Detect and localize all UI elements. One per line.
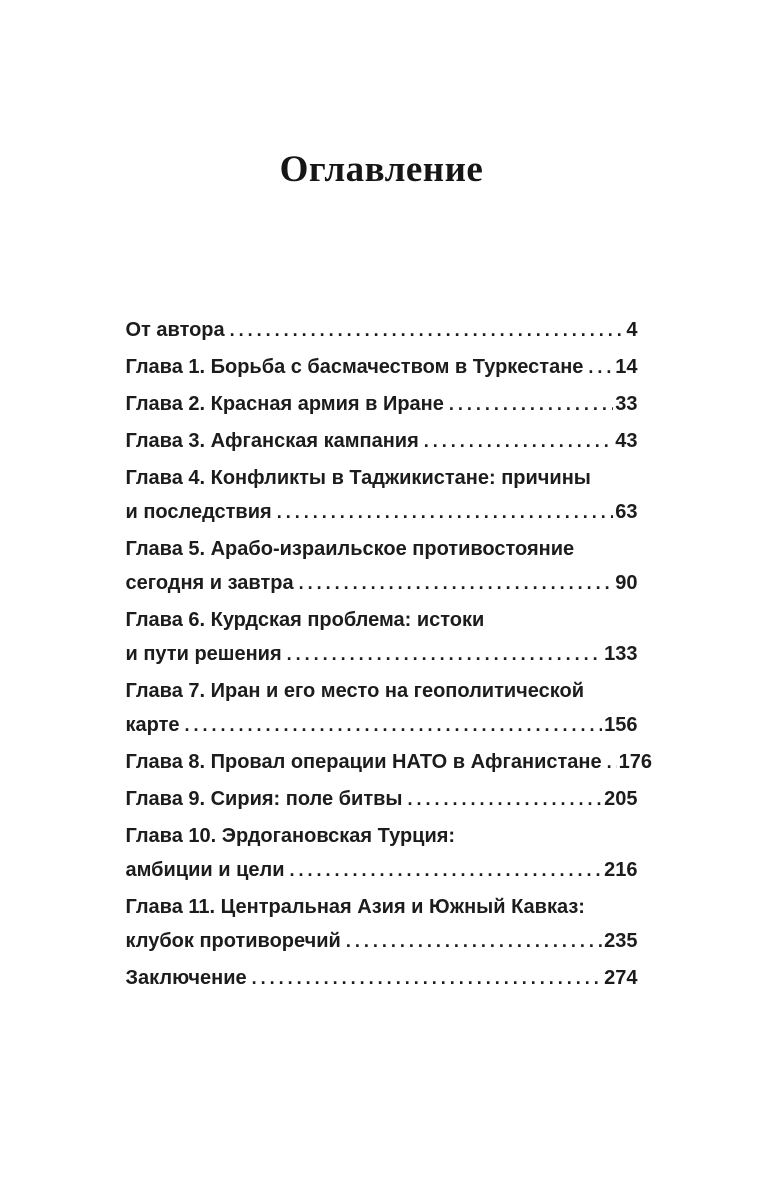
toc-entry-page: 4 (626, 319, 638, 341)
toc-entry-page: 176 (618, 751, 653, 773)
page-title: Оглавление (279, 149, 484, 190)
toc-entry-title: Глава 3. Афганская кампания (125, 430, 419, 452)
toc-entry-title: Глава 9. Сирия: поле битвы (125, 788, 403, 810)
toc-entry-line (126, 924, 638, 958)
toc-entry-title: и пути решения (125, 643, 282, 665)
toc-entry-page: 216 (604, 859, 638, 881)
toc-content (125, 0, 653, 995)
toc-entry (125, 745, 653, 779)
toc-list (125, 313, 653, 995)
toc-entry (126, 532, 638, 600)
toc-entry-page: 90 (615, 572, 638, 594)
toc-entry-line (126, 313, 638, 347)
dot-leader (588, 350, 613, 384)
toc-entry-line (126, 350, 638, 384)
dot-leader (185, 708, 603, 742)
toc-entry-page: 14 (615, 356, 638, 378)
toc-entry-title-line1: Глава 11. Центральная Азия и Южный Кавказ: (125, 896, 585, 918)
toc-entry-title-line1: Глава 5. Арабо-израильское противостояние (125, 538, 575, 560)
toc-entry-line (126, 708, 638, 742)
toc-entry-line (126, 387, 638, 421)
toc-entry (126, 461, 638, 529)
dot-leader (252, 961, 602, 995)
toc-entry-line (126, 853, 638, 887)
toc-entry (126, 424, 638, 458)
toc-entry (126, 387, 638, 421)
dot-leader (424, 424, 613, 458)
toc-entry-page: 33 (615, 393, 638, 415)
toc-entry-page: 205 (604, 788, 638, 810)
toc-entry (126, 603, 638, 671)
toc-entry-line (126, 424, 638, 458)
toc-entry-line (126, 782, 638, 816)
dot-leader (299, 566, 614, 600)
dot-leader (290, 853, 603, 887)
toc-entry-line (126, 637, 638, 671)
dot-leader (277, 495, 614, 529)
toc-entry-title: Глава 2. Красная армия в Иране (125, 393, 444, 415)
dot-leader (287, 637, 603, 671)
toc-entry (126, 350, 638, 384)
dot-leader (607, 745, 617, 779)
toc-entry (126, 961, 638, 995)
toc-entry (126, 890, 638, 958)
toc-entry-title: и последствия (125, 501, 272, 523)
toc-entry-page: 63 (615, 501, 638, 523)
toc-entry-title-line1: Глава 10. Эрдогановская Турция: (125, 825, 456, 847)
toc-entry-line (125, 745, 653, 779)
dot-leader (346, 924, 602, 958)
dot-leader (408, 782, 603, 816)
toc-entry (126, 674, 638, 742)
toc-entry-page: 156 (604, 714, 638, 736)
toc-entry-line (126, 961, 638, 995)
toc-entry-title: карте (125, 714, 180, 736)
toc-entry-line (126, 495, 638, 529)
toc-entry-title: От автора (125, 319, 225, 341)
dot-leader (230, 313, 625, 347)
toc-entry-title-line1: Глава 6. Курдская проблема: истоки (125, 609, 485, 631)
dot-leader (449, 387, 613, 421)
toc-entry-title: клубок противоречий (125, 930, 341, 952)
toc-entry-page: 274 (604, 967, 638, 989)
toc-entry-title: Заключение (125, 967, 247, 989)
toc-entry-page: 43 (615, 430, 638, 452)
toc-entry (126, 313, 638, 347)
toc-entry-title: Глава 8. Провал операции НАТО в Афганистане (125, 751, 602, 773)
toc-entry-title: Глава 1. Борьба с басмачеством в Туркестане (125, 356, 584, 378)
toc-entry-line (126, 566, 638, 600)
toc-entry-page: 133 (604, 643, 638, 665)
toc-entry (126, 782, 638, 816)
toc-entry-title-line1: Глава 4. Конфликты в Таджикистане: причины (125, 467, 591, 489)
toc-entry-page: 235 (604, 930, 638, 952)
toc-entry-title: амбиции и цели (125, 859, 285, 881)
toc-entry (126, 819, 638, 887)
toc-entry-title-line1: Глава 7. Иран и его место на геополитической (125, 680, 585, 702)
toc-entry-title: сегодня и завтра (125, 572, 294, 594)
